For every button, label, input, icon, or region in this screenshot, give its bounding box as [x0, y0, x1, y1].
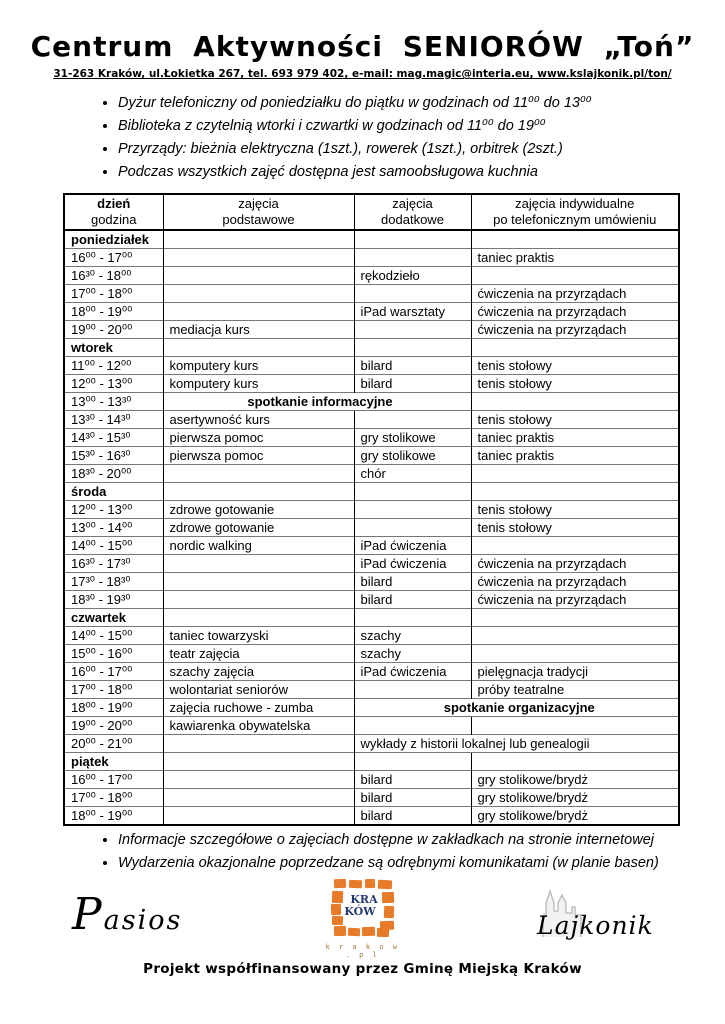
empty-cell — [163, 573, 354, 591]
time-range: 19⁰⁰ - 20⁰⁰ — [64, 717, 163, 735]
activity-cell: zajęcia ruchowe - zumba — [163, 699, 354, 717]
activity-cell: tenis stołowy — [471, 375, 679, 393]
day-label: piątek — [64, 753, 163, 771]
empty-cell — [354, 285, 471, 303]
day-header-row — [64, 609, 679, 627]
activity-cell: iPad ćwiczenia — [354, 537, 471, 555]
activity-cell: zdrowe gotowanie — [163, 501, 354, 519]
schedule-row — [64, 321, 679, 339]
schedule-row — [64, 465, 679, 483]
empty-cell — [163, 807, 354, 826]
activity-cell: bilard — [354, 771, 471, 789]
day-header-row — [64, 339, 679, 357]
lajkonik-logo-text: Lajkonik — [537, 911, 654, 940]
empty-cell — [471, 609, 679, 627]
activity-cell: chór — [354, 465, 471, 483]
empty-cell — [471, 393, 679, 411]
activity-cell: tenis stołowy — [471, 519, 679, 537]
activity-cell: rękodzieło — [354, 267, 471, 285]
activity-cell: mediacja kurs — [163, 321, 354, 339]
empty-cell — [163, 789, 354, 807]
info-bullet-item: • Dyżur telefoniczny od poniedziałku do piątku w godzinach od 11⁰⁰ do 13⁰⁰ — [118, 94, 725, 113]
schedule-row — [64, 555, 679, 573]
activity-cell: bilard — [354, 807, 471, 826]
svg-text:KÓW: KÓW — [343, 905, 376, 918]
empty-cell — [471, 267, 679, 285]
time-range: 14⁰⁰ - 15⁰⁰ — [64, 537, 163, 555]
activity-cell: iPad ćwiczenia — [354, 555, 471, 573]
col-header-individual-activities: zajęcia indywidualne po telefonicznym umówieniu — [471, 194, 679, 230]
day-label: poniedziałek — [64, 230, 163, 249]
empty-cell — [163, 609, 354, 627]
time-range: 14⁰⁰ - 15⁰⁰ — [64, 627, 163, 645]
activity-cell: bilard — [354, 357, 471, 375]
schedule-row — [64, 429, 679, 447]
activity-cell: nordic walking — [163, 537, 354, 555]
day-header-row — [64, 483, 679, 501]
schedule-row — [64, 771, 679, 789]
empty-cell — [471, 537, 679, 555]
krakow-mosaic-icon — [331, 879, 395, 937]
time-range: 13⁰⁰ - 14⁰⁰ — [64, 519, 163, 537]
empty-cell — [354, 249, 471, 267]
time-range: 19⁰⁰ - 20⁰⁰ — [64, 321, 163, 339]
empty-cell — [354, 230, 471, 249]
activity-cell: spotkanie informacyjne — [163, 393, 471, 411]
empty-cell — [354, 411, 471, 429]
activity-cell: taniec praktis — [471, 447, 679, 465]
activity-cell: ćwiczenia na przyrządach — [471, 321, 679, 339]
info-bullet-item: • Podczas wszystkich zajęć dostępna jest samoobsługowa kuchnia — [118, 163, 725, 182]
funding-note: Projekt współfinansowany przez Gminę Miejską Kraków — [143, 961, 582, 977]
activity-cell: ćwiczenia na przyrządach — [471, 555, 679, 573]
schedule-row — [64, 537, 679, 555]
svg-text:KRA: KRA — [349, 893, 378, 906]
activity-cell: komputery kurs — [163, 357, 354, 375]
time-range: 16³⁰ - 17³⁰ — [64, 555, 163, 573]
empty-cell — [163, 267, 354, 285]
activity-cell: bilard — [354, 789, 471, 807]
footer-bullet-item: • Informacje szczegółowe o zajęciach dostępne w zakładkach na stronie internetowej — [118, 831, 725, 850]
empty-cell — [354, 717, 471, 735]
time-range: 20⁰⁰ - 21⁰⁰ — [64, 735, 163, 753]
activity-cell: ćwiczenia na przyrządach — [471, 591, 679, 609]
time-range: 18⁰⁰ - 19⁰⁰ — [64, 303, 163, 321]
address-line: 31-263 Kraków, ul.Łokietka 267, tel. 693 979 402, e-mail: mag.magic@interia.eu, www.kslajkonik.pl/ton/ — [53, 68, 672, 80]
activity-cell: próby teatralne — [471, 681, 679, 699]
activity-cell: bilard — [354, 573, 471, 591]
schedule-row — [64, 573, 679, 591]
schedule-row — [64, 267, 679, 285]
time-range: 12⁰⁰ - 13⁰⁰ — [64, 501, 163, 519]
activity-cell: tenis stołowy — [471, 501, 679, 519]
activity-cell: taniec praktis — [471, 429, 679, 447]
activity-cell: gry stolikowe/brydż — [471, 771, 679, 789]
logos-row — [0, 879, 725, 959]
schedule-row — [64, 447, 679, 465]
schedule-row — [64, 375, 679, 393]
empty-cell — [471, 483, 679, 501]
time-range: 18³⁰ - 19³⁰ — [64, 591, 163, 609]
time-range: 12⁰⁰ - 13⁰⁰ — [64, 375, 163, 393]
empty-cell — [354, 501, 471, 519]
activity-cell: iPad warsztaty — [354, 303, 471, 321]
footer-bullet-list — [0, 831, 725, 873]
empty-cell — [354, 321, 471, 339]
activity-cell: szachy — [354, 645, 471, 663]
time-range: 16⁰⁰ - 17⁰⁰ — [64, 663, 163, 681]
time-range: 13⁰⁰ - 13³⁰ — [64, 393, 163, 411]
activity-cell: iPad ćwiczenia — [354, 663, 471, 681]
empty-cell — [163, 591, 354, 609]
schedule-row — [64, 663, 679, 681]
empty-cell — [163, 735, 354, 753]
schedule-row — [64, 789, 679, 807]
schedule-row — [64, 393, 679, 411]
empty-cell — [163, 285, 354, 303]
day-label: czwartek — [64, 609, 163, 627]
empty-cell — [354, 339, 471, 357]
empty-cell — [163, 483, 354, 501]
col-header-basic-activities: zajęcia podstawowe — [163, 194, 354, 230]
day-label: środa — [64, 483, 163, 501]
activity-cell: zdrowe gotowanie — [163, 519, 354, 537]
activity-cell: wolontariat seniorów — [163, 681, 354, 699]
time-range: 18⁰⁰ - 19⁰⁰ — [64, 807, 163, 826]
time-range: 16⁰⁰ - 17⁰⁰ — [64, 771, 163, 789]
activity-cell: pierwsza pomoc — [163, 447, 354, 465]
schedule-row — [64, 627, 679, 645]
empty-cell — [471, 717, 679, 735]
lajkonik-logo — [535, 885, 659, 945]
info-bullet-list — [0, 94, 725, 182]
time-range: 13³⁰ - 14³⁰ — [64, 411, 163, 429]
activity-cell: asertywność kurs — [163, 411, 354, 429]
activity-cell: ćwiczenia na przyrządach — [471, 303, 679, 321]
empty-cell — [471, 339, 679, 357]
schedule-row — [64, 249, 679, 267]
schedule-row — [64, 303, 679, 321]
time-range: 18⁰⁰ - 19⁰⁰ — [64, 699, 163, 717]
empty-cell — [163, 249, 354, 267]
info-bullet-item: • Przyrządy: bieżnia elektryczna (1szt.), rowerek (1szt.), orbitrek (2szt.) — [118, 140, 725, 159]
day-header-row — [64, 753, 679, 771]
activity-cell: szachy zajęcia — [163, 663, 354, 681]
activity-cell: bilard — [354, 591, 471, 609]
activity-cell: gry stolikowe — [354, 447, 471, 465]
activity-cell: bilard — [354, 375, 471, 393]
empty-cell — [354, 519, 471, 537]
schedule-row — [64, 285, 679, 303]
empty-cell — [163, 771, 354, 789]
activity-cell: tenis stołowy — [471, 357, 679, 375]
schedule-row — [64, 411, 679, 429]
schedule-row — [64, 591, 679, 609]
empty-cell — [163, 753, 354, 771]
empty-cell — [354, 753, 471, 771]
activity-cell: wykłady z historii lokalnej lub genealogii — [354, 735, 679, 753]
schedule-row — [64, 699, 679, 717]
activity-cell: ćwiczenia na przyrządach — [471, 285, 679, 303]
footer-bullet-item: • Wydarzenia okazjonalne poprzedzane są odrębnymi komunikatami (w planie basen) — [118, 854, 725, 873]
time-range: 18³⁰ - 20⁰⁰ — [64, 465, 163, 483]
activity-cell: ćwiczenia na przyrządach — [471, 573, 679, 591]
empty-cell — [163, 230, 354, 249]
empty-cell — [354, 483, 471, 501]
empty-cell — [354, 681, 471, 699]
day-label: wtorek — [64, 339, 163, 357]
empty-cell — [163, 465, 354, 483]
info-bullet-item: • Biblioteka z czytelnią wtorki i czwartki w godzinach od 11⁰⁰ do 19⁰⁰ — [118, 117, 725, 136]
time-range: 17⁰⁰ - 18⁰⁰ — [64, 789, 163, 807]
activity-cell: taniec towarzyski — [163, 627, 354, 645]
activity-cell: gry stolikowe — [354, 429, 471, 447]
activity-cell: pielęgnacja tradycji — [471, 663, 679, 681]
empty-cell — [163, 555, 354, 573]
pasios-logo: Pasios — [72, 889, 183, 940]
empty-cell — [163, 303, 354, 321]
activity-cell: komputery kurs — [163, 375, 354, 393]
time-range: 17³⁰ - 18³⁰ — [64, 573, 163, 591]
empty-cell — [471, 230, 679, 249]
activity-cell: gry stolikowe/brydż — [471, 789, 679, 807]
empty-cell — [471, 627, 679, 645]
krakow-logo — [323, 879, 403, 959]
schedule-row — [64, 807, 679, 826]
empty-cell — [354, 609, 471, 627]
schedule-row — [64, 645, 679, 663]
table-header-row — [64, 194, 679, 230]
schedule-row — [64, 501, 679, 519]
time-range: 17⁰⁰ - 18⁰⁰ — [64, 285, 163, 303]
activity-cell: tenis stołowy — [471, 411, 679, 429]
activity-cell: teatr zajęcia — [163, 645, 354, 663]
activity-cell: szachy — [354, 627, 471, 645]
schedule-row — [64, 735, 679, 753]
time-range: 15⁰⁰ - 16⁰⁰ — [64, 645, 163, 663]
schedule-row — [64, 681, 679, 699]
time-range: 11⁰⁰ - 12⁰⁰ — [64, 357, 163, 375]
col-header-day-time: dzień godzina — [64, 194, 163, 230]
activity-cell: spotkanie organizacyjne — [354, 699, 679, 717]
day-header-row — [64, 230, 679, 249]
empty-cell — [471, 465, 679, 483]
activity-cell: kawiarenka obywatelska — [163, 717, 354, 735]
schedule-table — [63, 193, 680, 826]
empty-cell — [471, 645, 679, 663]
activity-cell: taniec praktis — [471, 249, 679, 267]
time-range: 15³⁰ - 16³⁰ — [64, 447, 163, 465]
time-range: 14³⁰ - 15³⁰ — [64, 429, 163, 447]
empty-cell — [163, 339, 354, 357]
time-range: 16³⁰ - 18⁰⁰ — [64, 267, 163, 285]
empty-cell — [471, 753, 679, 771]
schedule-row — [64, 357, 679, 375]
activity-cell: pierwsza pomoc — [163, 429, 354, 447]
activity-cell: gry stolikowe/brydż — [471, 807, 679, 826]
krakow-logo-caption: k r a k o w . p l — [325, 943, 400, 959]
schedule-row — [64, 717, 679, 735]
time-range: 16⁰⁰ - 17⁰⁰ — [64, 249, 163, 267]
col-header-extra-activities: zajęcia dodatkowe — [354, 194, 471, 230]
time-range: 17⁰⁰ - 18⁰⁰ — [64, 681, 163, 699]
schedule-row — [64, 519, 679, 537]
page-title: Centrum Aktywności SENIORÓW „Toń” — [30, 30, 695, 63]
